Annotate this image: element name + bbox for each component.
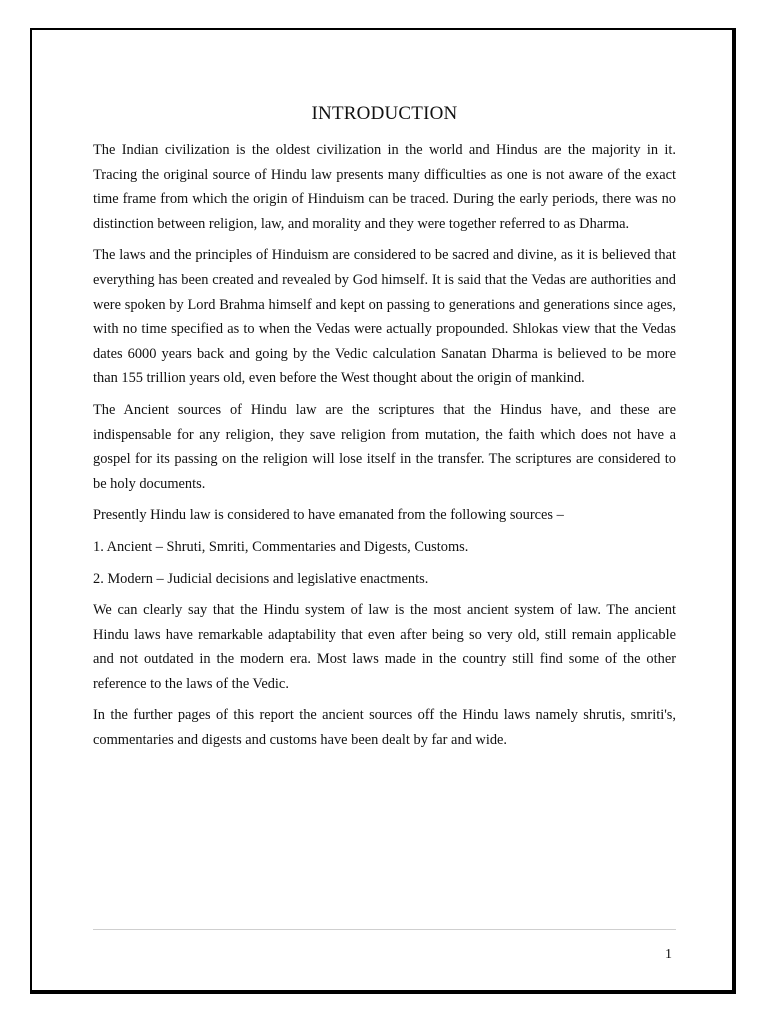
footer-divider [93,929,676,930]
paragraph-laws-principles: The laws and the principles of Hinduism are considered to be sacred and divine, as it is believed that everything has been created and revealed by God himself. It is said that the Vedas are authorities and were spoken by Lord Brahma himself and kept on passing to generations and generations since ages, with no time specified as to when the Vedas were actually propounded. Shlokas view that the Vedas dates 6000 years back and going by the Vedic calculation Sanatan Dharma is believed to be more than 155 trillion years old, even before the West thought about the origin of mankind. [93,247,676,387]
page-title: INTRODUCTION [311,103,458,124]
paragraph-ancient-sources: The Ancient sources of Hindu law are the scriptures that the Hindus have, and these are indispensable for any religion, they save religion from mutation, the faith which does not have a gospel for its passing on the religion will lose itself in the transfer. The scriptures are considered to be holy documents. [93,401,676,492]
page-number: 1 [665,947,672,962]
paragraph-conclusion: We can clearly say that the Hindu system of law is the most ancient system of law. The ancient Hindu laws have remarkable adaptability that even after being so very old, still remain applicable and not outdated in the modern era. Most laws made in the country still find some of the other reference to the laws of the Vedic. [93,602,676,692]
paragraph-further-pages: In the further pages of this report the ancient sources off the Hindu laws namely shrutis, smriti's, commentaries and digests and customs have been dealt by far and wide. [93,707,676,749]
document-body [93,100,676,760]
list-item-ancient: 1. Ancient – Shruti, Smriti, Commentaries and Digests, Customs. [93,538,469,555]
list-item-modern: 2. Modern – Judicial decisions and legislative enactments. [93,570,429,587]
paragraph-presently: Presently Hindu law is considered to have emanated from the following sources – [93,507,564,524]
paragraph-intro: The Indian civilization is the oldest civilization in the world and Hindus are the majority in it. Tracing the original source of Hindu law presents many difficulties as one is not aware of the exact time frame from which the origin of Hinduism can be traced. During the early periods, there was no distinction between religion, law, and morality and they were together referred to as Dharma. [93,142,676,232]
